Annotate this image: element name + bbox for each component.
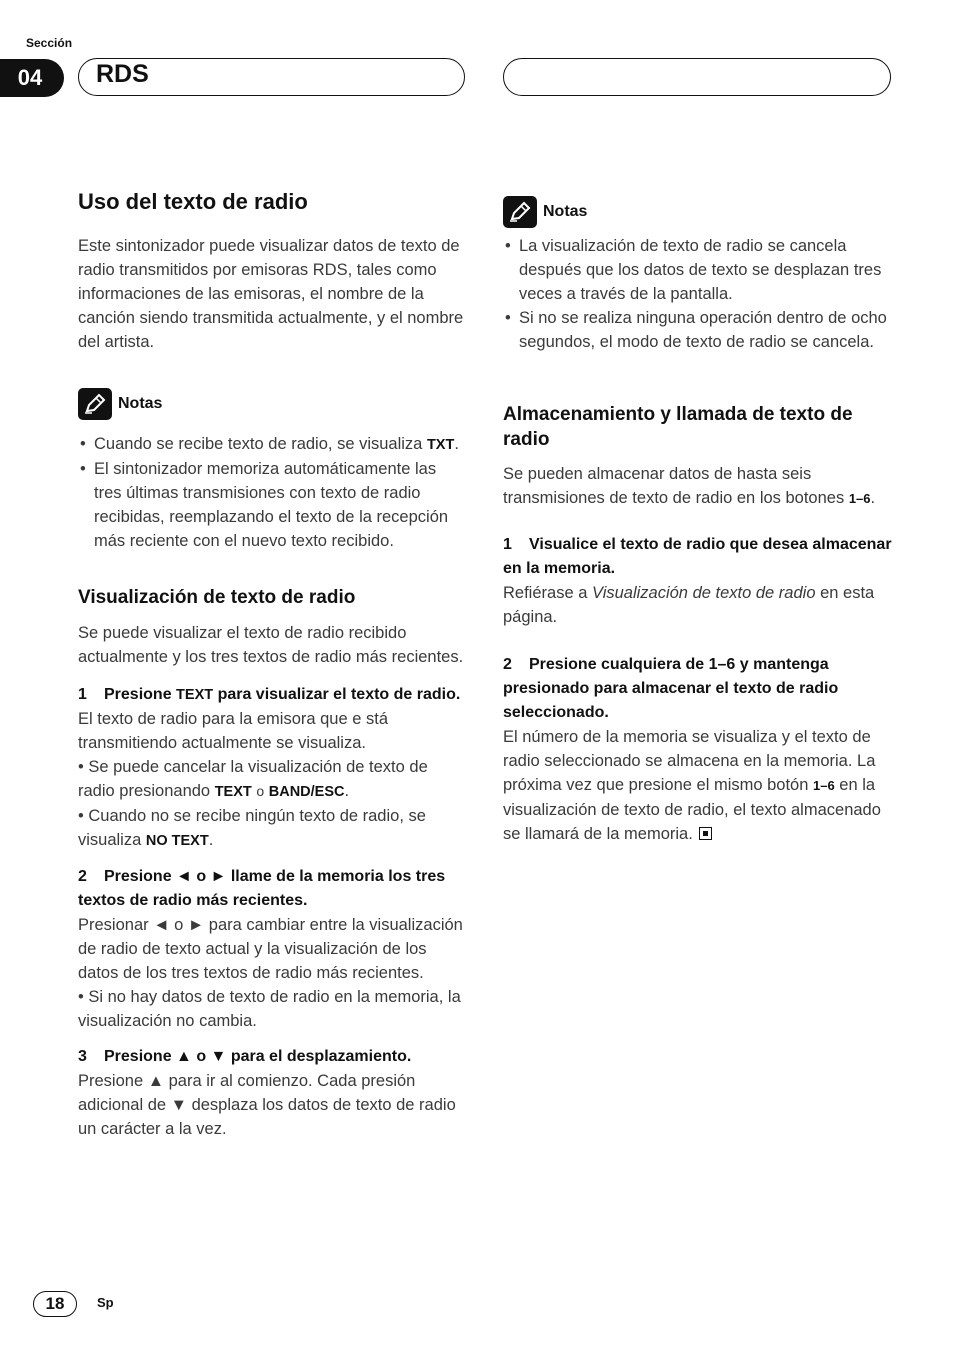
note-item: • Si no se realiza ninguna operación dentro de ocho segundos, el modo de texto de radio se cancela. (503, 306, 895, 354)
subsection-intro (503, 462, 895, 511)
step-1-title (78, 683, 468, 707)
notes-label: Notas (543, 203, 588, 220)
step-3-title (78, 1045, 468, 1069)
left-column (78, 186, 468, 1141)
band-esc-key: BAND/ESC (268, 784, 345, 800)
end-of-section-icon (699, 827, 712, 840)
notes-label: Notas (118, 395, 163, 412)
display-txt-key: TXT (426, 437, 455, 453)
step-2-body: Presionar ◄ o ► para cambiar entre la visualización de radio de texto actual y la visualización de los datos de los tres textos de radio más recientes. (78, 916, 463, 982)
preset-keys: 1–6 (813, 778, 835, 793)
section-heading: Uso del texto de radio (78, 189, 308, 214)
step-1-body (503, 581, 895, 629)
step-2-bullet: • Si no hay datos de texto de radio en la memoria, la visualización no cambia. (78, 988, 461, 1030)
text-key: TEXT (176, 687, 214, 703)
body-text: El número de la memoria se visualiza y el texto de radio seleccionado se almacena en la memoria. La próxima vez que presione el mismo botón (503, 728, 876, 794)
subsection-heading: Visualización de texto de radio (78, 587, 356, 608)
step-text: Presione ▲ o ▼ para el desplazamiento. (104, 1048, 412, 1065)
step-3-body: Presione ▲ para ir al comienzo. Cada presión adicional de ▼ desplaza los datos de texto de radio un carácter a la vez. (78, 1072, 456, 1138)
page-number: 18 (33, 1291, 77, 1317)
notes-list (78, 432, 468, 553)
bullet-punct: . (344, 782, 350, 800)
step-number: 3 (78, 1048, 87, 1065)
step-1-bullet (78, 804, 468, 853)
notes-header (503, 196, 895, 228)
body-text: en esta página. (503, 584, 875, 626)
step-number: 1 (503, 536, 512, 553)
notes-list (503, 234, 895, 354)
step-1-bullet (78, 755, 468, 804)
step-2-title (78, 865, 468, 913)
step-2-body (503, 725, 895, 846)
section-label: Sección (26, 36, 73, 50)
note-item: • El sintonizador memoriza automáticamente las tres últimas transmisiones con texto de radio recibidas, reemplazando el texto de la recepción más reciente con el nuevo texto recibido. (78, 457, 468, 553)
note-punct: . (454, 435, 459, 453)
preset-keys: 1–6 (848, 491, 871, 506)
step-text: Presione ◄ o ► llame de la memoria los tres textos de radio más recientes. (78, 868, 446, 909)
cross-reference: Visualización de texto de radio (591, 584, 816, 602)
display-no-text: NO TEXT (145, 833, 209, 849)
step-text: Presione cualquiera de 1–6 y mantenga presionado para almacenar el texto de radio seleccionado. (503, 656, 839, 721)
page-title: RDS (96, 60, 149, 88)
body-text: en la visualización de texto de radio, el texto almacenado se llamará de la memoria. (503, 776, 881, 843)
step-number: 2 (503, 656, 512, 673)
step-text: para visualizar el texto de radio. (217, 686, 461, 703)
step-number: 2 (78, 868, 87, 885)
intro-paragraph: Este sintonizador puede visualizar datos de texto de radio transmitidos por emisoras RDS, tales como informaciones de las emisoras, el nombre de la canción siendo transmitida actualmente, y el nombre del artista. (78, 237, 464, 351)
step-2-title (503, 653, 895, 725)
step-1-body: El texto de radio para la emisora que e stá transmitiendo actualmente se visualiza. (78, 710, 389, 752)
bullet-text: • Se puede cancelar la visualización de texto de radio presionando (78, 758, 428, 800)
step-1-title (503, 533, 895, 581)
intro-punct: . (870, 489, 876, 507)
header-frame-right (503, 58, 891, 96)
notes-header (78, 388, 468, 420)
note-text: Cuando se recibe texto de radio, se visualiza (94, 435, 423, 453)
body-text: Refiérase a (503, 584, 588, 602)
step-text: Visualice el texto de radio que desea almacenar en la memoria. (503, 536, 892, 577)
text-key: TEXT (214, 784, 252, 800)
pencil-note-icon (503, 196, 537, 228)
bullet-text: o (256, 783, 265, 799)
note-item (78, 432, 468, 457)
subsection-intro: Se puede visualizar el texto de radio recibido actualmente y los tres textos de radio más recientes. (78, 624, 464, 666)
note-item: • La visualización de texto de radio se cancela después que los datos de texto se desplazan tres veces a través de la pantalla. (503, 234, 895, 306)
step-number: 1 (78, 686, 87, 703)
section-number-tab: 04 (0, 59, 64, 97)
right-column (503, 196, 895, 846)
bullet-punct: . (208, 831, 214, 849)
step-text: Presione (104, 686, 172, 703)
pencil-note-icon (78, 388, 112, 420)
bullet-text: • Cuando no se recibe ningún texto de radio, se visualiza (78, 807, 426, 849)
language-code: Sp (97, 1295, 114, 1310)
intro-text: Se pueden almacenar datos de hasta seis transmisiones de texto de radio en los botones (503, 465, 845, 507)
subsection-heading: Almacenamiento y llamada de texto de radio (503, 404, 853, 450)
